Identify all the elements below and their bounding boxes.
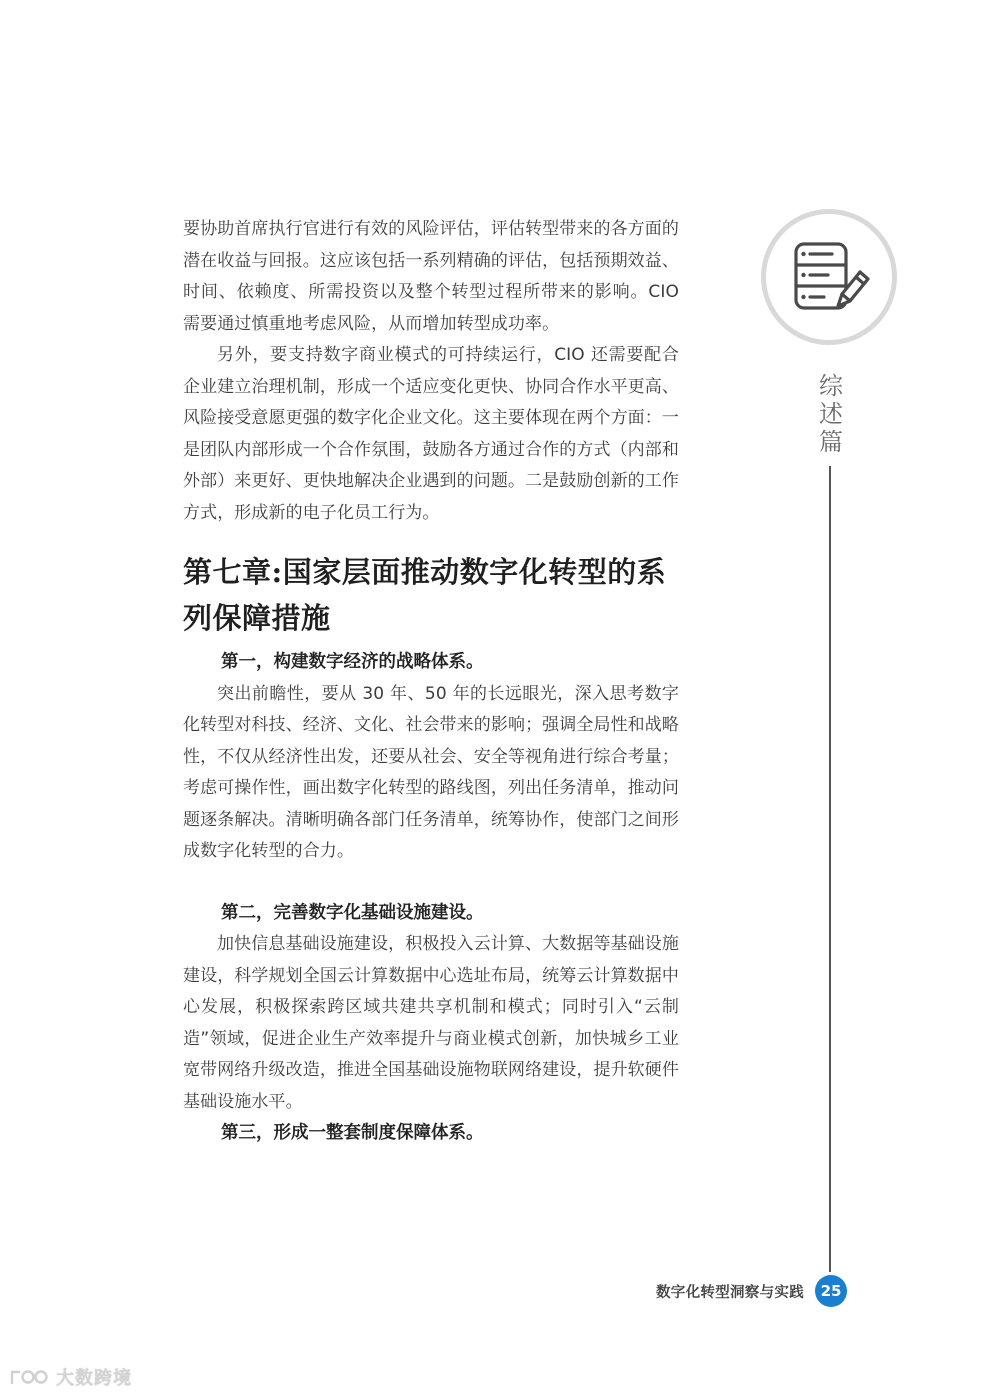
paragraph-2: 另外，要支持数字商业模式的可持续运行，CIO 还需要配合企业建立治理机制，形成一个适应变化更快、协同合作水平更高、风险接受意愿更强的数字化企业文化。这主要体现在两个方面：一是团队内部形成一个合作氛围，鼓励各方通过合作的方式（内部和外部）来更好、更快地解决企业遇到的问题。二是鼓励创新的工作方式，形成新的电子化员工行为。	[183, 345, 679, 523]
section-heading-3: 第三，形成一整套制度保障体系。	[221, 1123, 484, 1143]
main-text-column	[183, 214, 679, 1150]
footer-book-title: 数字化转型洞察与实践	[656, 1285, 804, 1301]
watermark-logo-icon	[8, 1366, 52, 1388]
section-heading-2: 第二，完善数字化基础设施建设。	[221, 902, 484, 923]
chapter-title	[183, 549, 679, 641]
section-text-2: 加快信息基础设施建设，积极投入云计算、大数据等基础设施建设，科学规划全国云计算数据中心选址布局，统筹云计算数据中心发展，积极探索跨区域共建共享机制和模式；同时引入“云制造”领域，促进企业生产效率提升与商业模式创新，加快城乡工业宽带网络升级改造，推进全国基础设施物联网络建设，提升软硬件基础设施水平。	[183, 934, 679, 1112]
sidebar-divider	[829, 466, 831, 1272]
paragraph-1: 要协助首席执行官进行有效的风险评估，评估转型带来的各方面的潜在收益与回报。这应该包括一系列精确的评估，包括预期效益、时间、依赖度、所需投资以及整个转型过程所带来的影响。CIO 需要通过慎重地考虑风险，从而增加转型成功率。	[183, 219, 679, 334]
section-text-1: 突出前瞻性，要从 30 年、50 年的长远眼光，深入思考数字化转型对科技、经济、文化、社会带来的影响；强调全局性和战略性，不仅从经济性出发，还要从社会、安全等视角进行综合考量；考虑可操作性，画出数字化转型的路线图，列出任务清单，推动问题逐条解决。清晰明确各部门任务清单，统筹协作，使部门之间形成数字化转型的合力。	[183, 683, 679, 861]
chapter-title-line2: 列保障措施	[183, 601, 331, 635]
watermark	[8, 1364, 132, 1390]
section-label-char-2: 述	[819, 400, 843, 428]
page-number-badge: 25	[815, 1275, 847, 1307]
server-pencil-icon	[788, 236, 870, 318]
section-label-char-3: 篇	[819, 428, 843, 456]
section-label-vertical	[818, 372, 844, 456]
section-label-char-1: 综	[819, 372, 843, 400]
section-gap	[183, 868, 679, 898]
section-badge	[761, 209, 897, 345]
section-heading-1: 第一，构建数字经济的战略体系。	[221, 652, 484, 672]
watermark-text: 大数跨境	[56, 1368, 132, 1389]
chapter-title-line1: 第七章:国家层面推动数字化转型的系	[183, 555, 667, 589]
